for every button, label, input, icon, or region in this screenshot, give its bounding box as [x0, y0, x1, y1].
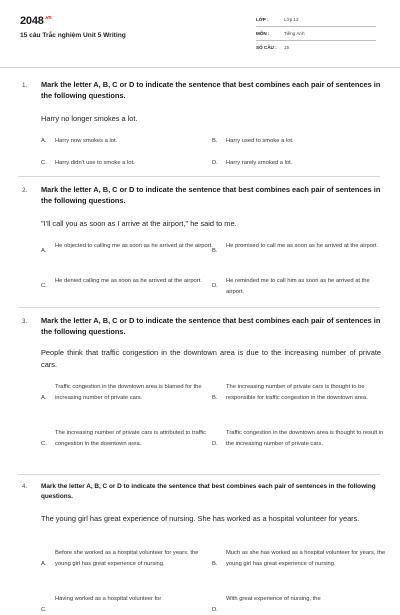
option-letter: C. [41, 158, 47, 169]
meta-class-key: LỚP : [256, 17, 286, 22]
option-text: He objected to calling me as soon as he arrived at the airport. [55, 241, 215, 252]
option-letter: A. [41, 559, 46, 570]
option-letter: D. [212, 158, 218, 169]
option-text: Traffic congestion in the downtown area is blamed for the increasing number of private cars. [55, 382, 215, 403]
option-text: He reminded me to call him as soon as he arrived at the airport. [226, 276, 386, 297]
question-number: 1. [22, 82, 27, 89]
option-letter: A. [41, 136, 46, 147]
option-text: He denied calling me as soon as he arrived at the airport. [55, 276, 215, 287]
option-letter: C. [41, 439, 47, 450]
option-text: Harry didn't use to smoke a lot. [55, 158, 215, 169]
option-letter: A. [41, 393, 46, 404]
option-text: He promised to call me as soon as he arrived at the airport. [226, 241, 386, 252]
option-text: Harry now smokes a lot. [55, 136, 215, 147]
option-letter: B. [212, 559, 217, 570]
meta-subject-value: Tiếng Anh [284, 31, 305, 36]
option-letter: C. [41, 281, 47, 292]
option-letter: C. [41, 605, 47, 615]
option-letter: B. [212, 136, 217, 147]
meta-divider [256, 26, 376, 27]
logo-suffix: .vn [45, 15, 52, 21]
document-title: 15 câu Trắc nghiệm Unit 5 Writing [20, 32, 126, 39]
option-text: With great experience of nursing, the [226, 594, 386, 605]
meta-count-value: 15 [284, 45, 289, 50]
option-text: The increasing number of private cars is thought to be responsible for traffic congestion in the downtown area. [226, 382, 386, 403]
question-instruction: Mark the letter A, B, C or D to indicate the sentence that best combines each pair of sentences in the following questions. [41, 80, 381, 101]
meta-class-value: Lớp 12 [284, 17, 299, 22]
option-letter: B. [212, 246, 217, 257]
question-divider [18, 176, 380, 177]
site-logo[interactable] [20, 15, 51, 27]
question-instruction: Mark the letter A, B, C or D to indicate the sentence that best combines each pair of sentences in the following questions. [41, 482, 381, 502]
option-letter: A. [41, 246, 46, 257]
question-prompt: Harry no longer smokes a lot. [41, 113, 381, 125]
question-divider [18, 307, 380, 308]
question-prompt: The young girl has great experience of nursing. She has worked as a hospital volunteer for years. [41, 513, 381, 525]
question-number: 4. [22, 483, 27, 490]
header-divider [0, 67, 400, 68]
option-text: Traffic congestion in the downtown area is thought to result in the increasing number of private cars. [226, 428, 386, 449]
option-letter: D. [212, 605, 218, 615]
option-text: Having worked as a hospital volunteer for [55, 594, 215, 605]
option-text: Before she worked as a hospital volunteer for years, the young girl has great experience of nursing. [55, 548, 215, 569]
option-letter: D. [212, 439, 218, 450]
logo-text: 2048 [20, 15, 44, 27]
document-header [0, 0, 400, 68]
meta-divider [256, 40, 376, 41]
question-divider [18, 474, 380, 475]
question-number: 2. [22, 187, 27, 194]
option-text: Much as she has worked as a hospital volunteer for years, the young girl has great experience of nursing. [226, 548, 386, 569]
meta-count-key: SỐ CÂU : [256, 45, 286, 50]
option-letter: D. [212, 281, 218, 292]
question-instruction: Mark the letter A, B, C or D to indicate the sentence that best combines each pair of sentences in the following questions. [41, 316, 381, 337]
option-text: The increasing number of private cars is attributed to traffic congestion in the downtown area. [55, 428, 215, 449]
question-number: 3. [22, 318, 27, 325]
option-text: Harry used to smoke a lot. [226, 136, 386, 147]
question-instruction: Mark the letter A, B, C or D to indicate the sentence that best combines each pair of sentences in the following questions. [41, 185, 381, 206]
option-text: Harry rarely smoked a lot. [226, 158, 386, 169]
question-prompt: "I'll call you as soon as I arrive at the airport," he said to me. [41, 218, 381, 230]
meta-subject-key: MÔN : [256, 31, 286, 36]
option-letter: B. [212, 393, 217, 404]
question-prompt: People think that traffic congestion in the downtown area is due to the increasing number of private cars. [41, 347, 381, 371]
